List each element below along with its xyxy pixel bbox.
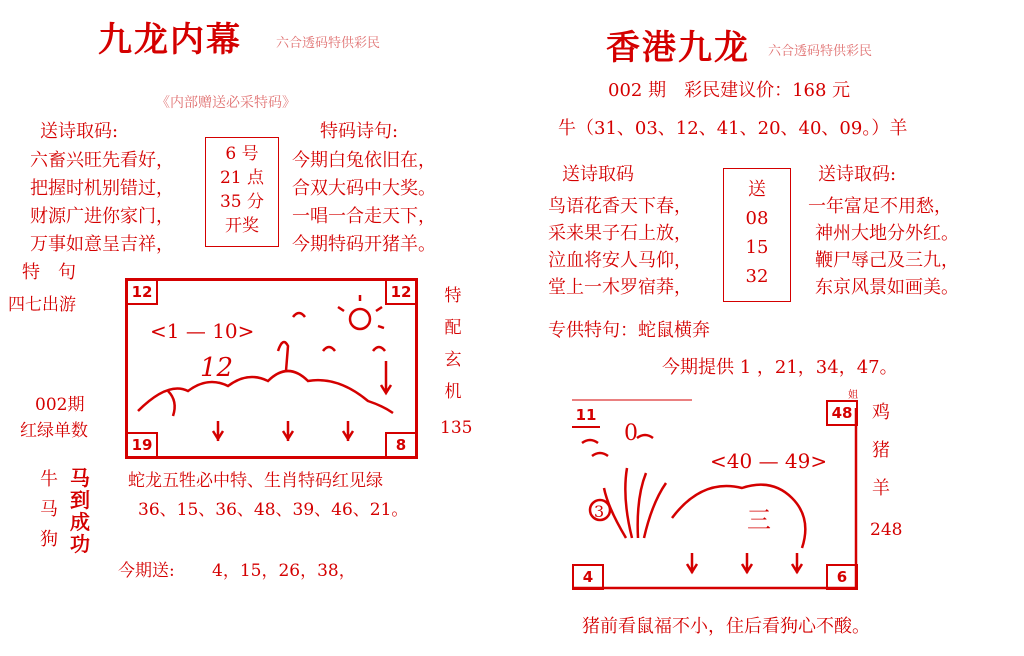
hand-drawn-scene-illustration <box>128 281 415 456</box>
draw-time-box <box>205 137 279 247</box>
draw-time-line: 35 分 <box>219 192 265 212</box>
left-send-poem-label: 送诗取码: <box>40 121 119 142</box>
left-line2: 36、15、36、48、39、46、21。 <box>138 500 409 520</box>
corner-number: 6 <box>826 564 858 590</box>
right-side-number: 248 <box>870 520 903 540</box>
poem-line: 神州大地分外红。 <box>815 223 959 244</box>
corner-number: 8 <box>385 432 417 458</box>
animal-char: 鸡 <box>872 402 890 423</box>
drawn-circle-number: 3 <box>594 502 605 521</box>
right-ox-line: 牛（31、03、12、41、20、40、09。）羊 <box>558 118 908 139</box>
right-send-poem-label-2: 送诗取码: <box>818 164 897 185</box>
poem-line: 合双大码中大奖。 <box>292 178 436 199</box>
animal-char: 羊 <box>872 478 890 499</box>
left-tagline: 《内部赠送必采特码》 <box>156 95 296 111</box>
poem-line: 财源广进你家门， <box>30 206 174 227</box>
left-subtitle: 六合透码特供彩民 <box>276 36 381 51</box>
animal-char: 牛 <box>40 469 58 490</box>
poem-line: 泣血将安人马仰， <box>548 250 692 271</box>
send-box-line: 送 <box>748 179 766 200</box>
send-box-line: 15 <box>745 237 769 258</box>
corner-number: 4 <box>572 564 604 590</box>
poem-line: 一唱一合走天下， <box>292 206 436 227</box>
poem-line: 六畜兴旺先看好， <box>30 150 174 171</box>
right-drawing-box <box>572 398 858 590</box>
vertical-char: 玄 <box>444 350 462 370</box>
right-title: 香港九龙 <box>606 28 750 68</box>
drawn-zero: 0 <box>624 421 638 446</box>
poem-line: 把握时机别错过， <box>30 178 174 199</box>
left-issue: 002期 <box>35 395 85 415</box>
slogan-char: 马 <box>70 466 90 490</box>
corner-number: 12 <box>385 279 417 305</box>
draw-time-line: 开奖 <box>225 216 259 236</box>
right-send-box <box>723 168 791 302</box>
right-issue-line: 002 期 彩民建议价：168 元 <box>608 80 851 101</box>
right-bottom-line: 猪前看鼠福不小，住后看狗心不酸。 <box>582 616 870 637</box>
left-special-poem-label: 特码诗句: <box>320 121 399 142</box>
poem-line: 今期白兔依旧在， <box>292 150 436 171</box>
range-text: <1 — 10> <box>150 319 255 343</box>
right-special-label: 专供特句：蛇鼠横奔 <box>548 320 710 341</box>
animal-char: 马 <box>40 499 58 520</box>
left-side-number: 135 <box>440 418 473 438</box>
poem-line: 一年富足不用愁， <box>808 196 952 217</box>
corner-number: 11 <box>572 404 600 428</box>
draw-time-line: 6 号 <box>225 144 259 164</box>
te-ju-label: 特 句 <box>22 262 76 283</box>
poem-line: 堂上一木罗宿莽， <box>548 277 692 298</box>
right-subtitle: 六合透码特供彩民 <box>768 44 873 59</box>
animal-char: 狗 <box>40 529 58 550</box>
te-ju-value: 四七出游 <box>8 295 76 315</box>
send-box-line: 32 <box>745 266 769 287</box>
left-issue-desc: 红绿单数 <box>20 421 88 441</box>
draw-time-line: 21 点 <box>219 168 265 188</box>
poem-line: 万事如意呈吉祥， <box>30 234 174 255</box>
poem-line: 鸟语花香天下春， <box>548 196 692 217</box>
corner-number: 12 <box>126 279 158 305</box>
range-text: <40 — 49> <box>710 449 828 473</box>
hand-drawn-fountain-illustration <box>572 398 858 590</box>
animal-char: 猪 <box>872 440 890 461</box>
right-send-poem-label: 送诗取码 <box>562 164 634 185</box>
send-box-line: 08 <box>745 208 769 229</box>
slogan-char: 到 <box>70 488 90 512</box>
left-drawing-box <box>125 278 418 459</box>
left-title: 九龙内幕 <box>98 20 242 60</box>
corner-number: 19 <box>126 432 158 458</box>
left-send-values: 4，15，26，38， <box>212 561 356 581</box>
slogan-char: 成 <box>70 510 90 534</box>
vertical-char: 机 <box>444 382 462 402</box>
corner-number: 48 <box>826 400 858 426</box>
drawn-three: 三 <box>747 506 771 534</box>
right-provide-line: 今期提供 1 ，21，34，47。 <box>662 357 898 378</box>
left-line1: 蛇龙五牲必中特、生肖特码红见绿 <box>128 471 383 491</box>
vertical-char: 配 <box>444 318 462 338</box>
tiny-mark: 姐 <box>848 390 858 401</box>
slogan-char: 功 <box>70 532 90 556</box>
poem-line: 今期特码开猪羊。 <box>292 234 436 255</box>
left-send-label: 今期送: <box>118 561 175 581</box>
poem-line: 鞭尸辱己及三九， <box>815 250 959 271</box>
poem-line: 东京风景如画美。 <box>815 277 959 298</box>
vertical-char: 特 <box>444 286 462 306</box>
poem-line: 采来果子石上放， <box>548 223 692 244</box>
drawn-number: 12 <box>200 353 234 383</box>
